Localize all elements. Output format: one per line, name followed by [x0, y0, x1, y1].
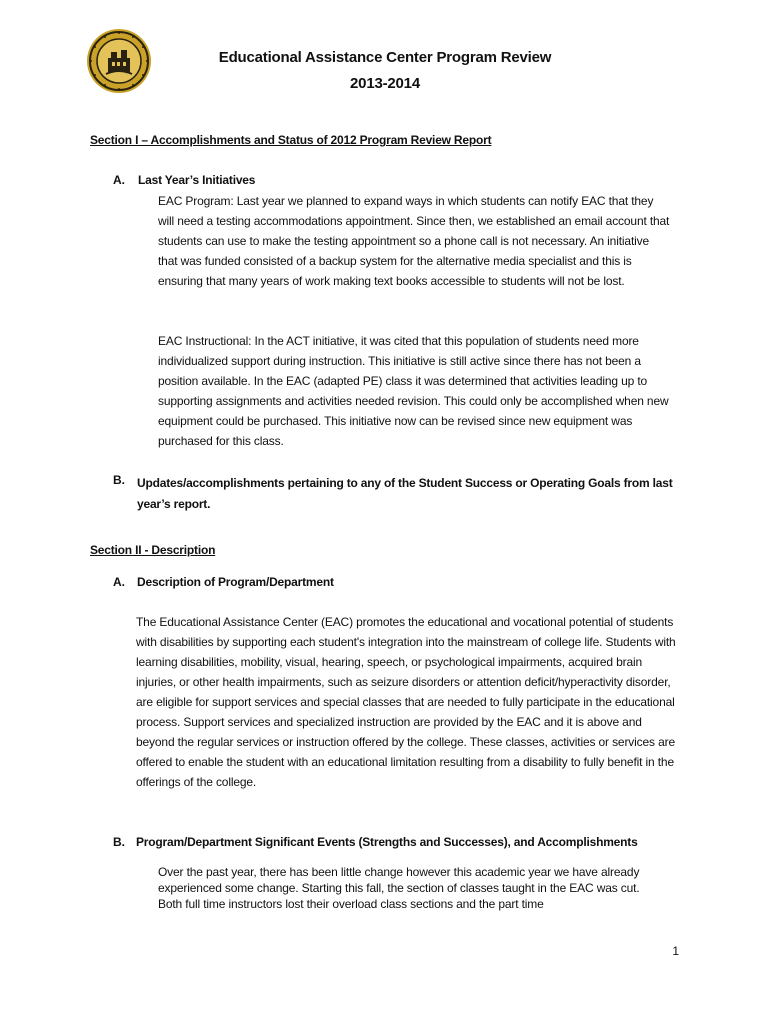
section-1-a-title: Last Year’s Initiatives: [138, 173, 256, 187]
section-1-a-letter: A.: [113, 173, 125, 187]
section-2-b-title: Program/Department Significant Events (Strengths and Successes), and Accomplishments: [136, 835, 638, 849]
section-1-a-paragraph-1: EAC Program: Last year we planned to expand ways in which students can notify EAC that they will need a testing accommodations appointment. Since then, we established an email account that students can use to make the testing appointment so a phone call is not necessary. An initiative that was funded consisted of a backup system for the alternative media specialist and this is ensuring that many years of work making text books accessible to students will not be lost.: [158, 194, 670, 288]
section-2-b-paragraph: Over the past year, there has been little change however this academic year we have already experienced some change. Starting this fall, the section of classes taught in the EAC was cut. Both full time instructors lost their overload class sections and the part time: [158, 865, 640, 911]
section-1-a-paragraph-2: EAC Instructional: In the ACT initiative, it was cited that this population of students need more individualized support during instruction. This initiative is still active since there has not been a position available. In the EAC (adapted PE) class it was determined that activities leading up to supporting assignments and activities needed revision. This could only be accomplished when new equipment could be purchased. This initiative now can be revised since new equipment was purchased for this class.: [158, 334, 669, 448]
section-2-b-letter: B.: [113, 835, 125, 849]
section-2-heading: Section II - Description: [90, 543, 216, 557]
section-1-heading: Section I – Accomplishments and Status of 2012 Program Review Report: [90, 133, 492, 147]
section-2-a-title: Description of Program/Department: [137, 575, 334, 589]
document-year: 2013-2014: [350, 75, 420, 92]
section-2-a-letter: A.: [113, 575, 125, 589]
section-1-b-title: Updates/accomplishments pertaining to any of the Student Success or Operating Goals from last year’s report.: [137, 476, 673, 511]
document-title: Educational Assistance Center Program Review: [218, 49, 552, 66]
section-1-b-letter: B.: [113, 473, 125, 487]
section-2-a-paragraph: The Educational Assistance Center (EAC) promotes the educational and vocational potential of students with disabilities by supporting each student's integration into the mainstream of college life. Students with learning disabilities, mobility, visual, hearing, speech, or psychological impairments, acquired brain injuries, or other health impairments, such as seizure disorders or attention deficit/hyperactivity disorder, are eligible for support services and special classes that are needed to fully participate in the educational process. Support services and specialized instruction are provided by the EAC and it is above and beyond the regular services or instruction offered by the college. These classes, activities or services are offered to enable the student with an educational limitation resulting from a disability to fully benefit in the offerings of the college.: [136, 615, 676, 789]
page-number: 1: [672, 944, 679, 958]
